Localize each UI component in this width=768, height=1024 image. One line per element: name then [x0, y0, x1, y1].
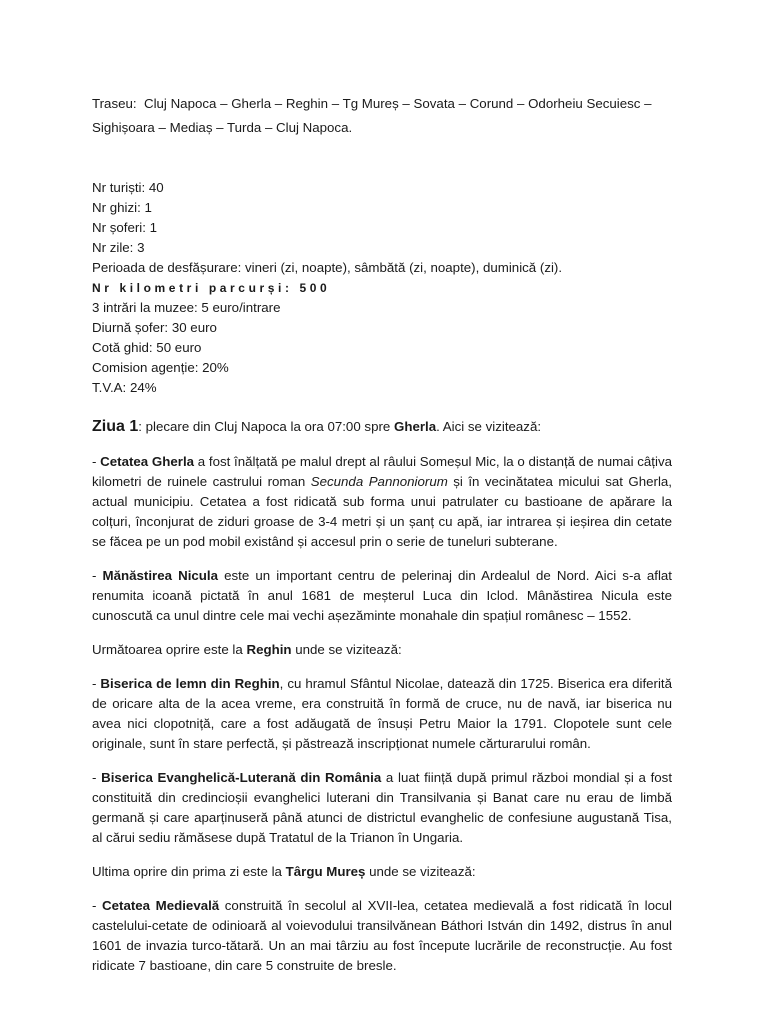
- day1-heading: [92, 416, 672, 438]
- next-stop-text-b: unde se vizitează:: [291, 642, 402, 657]
- route-label: Traseu:: [92, 96, 137, 111]
- info-vat: T.V.A: 24%: [92, 380, 157, 395]
- bullet-dash: -: [92, 770, 102, 785]
- day1-intro-city: Gherla: [393, 419, 437, 434]
- day1-intro-b: . Aici se vizitează:: [436, 419, 542, 434]
- nicula-name: Mănăstirea Nicula: [102, 568, 219, 583]
- medieval-fortress-paragraph: [92, 896, 672, 976]
- wood-church-name: Biserica de lemn din Reghin: [100, 676, 280, 691]
- info-kilometers: Nr kilometri parcurși: 500: [92, 281, 331, 295]
- gherla-fortress-paragraph: [92, 452, 672, 552]
- next-stop-city: Reghin: [246, 642, 292, 657]
- gherla-fortress-text-a: a fost înălțată pe malul drept al râului Someșul Mic, la o distanță de numai câțiva kilometri de ruinele castrului roman: [92, 454, 672, 489]
- document-body: [92, 92, 672, 976]
- lutheran-church-name: Biserica Evanghelică-Luterană din România: [101, 770, 382, 785]
- medieval-fortress-name: Cetatea Medievală: [102, 898, 220, 913]
- medieval-fortress-text: construită în secolul al XVII-lea, cetatea medievală a fost ridicată în locul castelului-cetate de odinioară al voievodului transilvănean Báthori István din 1492, distrus în anul 1601 de invazia turco-tătară. Un an mai târziu au fost începute lucrările de reconstrucție. Au fost ridicate 7 bastioane, din care 5 construite de bresle.: [92, 898, 673, 973]
- bullet-dash: -: [92, 676, 101, 691]
- last-stop-line: [92, 862, 672, 882]
- info-guides: Nr ghizi: 1: [92, 200, 152, 215]
- day1-title: Ziua 1: [92, 418, 139, 435]
- nicula-text: este un important centru de pelerinaj din Ardealul de Nord. Aici s-a aflat renumita icoană pictată în anul 1681 de meșterul Luca din Iclod. Mânăstirea Nicula este cunoscută ca unul dintre cele mai vechi așezăminte monahale din spațiul românesc – 1552.: [92, 568, 673, 623]
- last-stop-city: Târgu Mureș: [285, 864, 366, 879]
- route-paragraph: [92, 92, 672, 140]
- next-stop-line: [92, 640, 672, 660]
- info-driver-allowance: Diurnă șofer: 30 euro: [92, 320, 217, 335]
- bullet-dash: -: [92, 454, 101, 469]
- nicula-paragraph: [92, 566, 672, 626]
- wood-church-text: , cu hramul Sfântul Nicolae, datează din 1725. Biserica era diferită de oricare alta de la acea vreme, era construită în formă de cruce, nu de navă, iar biserica nu avea nici clopotniță, care a fost adăugată de însuși Petru Maior la 1791. Clopotele sunt cele originale, sunt în stare perfectă, și păstrează inscripționat numele cărturarului român.: [92, 676, 673, 751]
- lutheran-church-paragraph: [92, 768, 672, 848]
- lutheran-church-text: a luat ființă după primul război mondial și a fost constituită din credincioșii evanghelici luterani din Transilvania și Banat care nu erau de limbă germană și care aparținuseră până atunci de districtul evanghelic de confesiune augustană Tisa, al cărui sediu rămăsese după Tratatul de la Trianon în Ungaria.: [92, 770, 673, 845]
- info-days: Nr zile: 3: [92, 240, 145, 255]
- last-stop-text-b: unde se vizitează:: [365, 864, 476, 879]
- next-stop-text-a: Următoarea oprire este la: [92, 642, 247, 657]
- info-agency-commission: Comision agenție: 20%: [92, 360, 229, 375]
- last-stop-text-a: Ultima oprire din prima zi este la: [92, 864, 286, 879]
- info-guide-fee: Cotă ghid: 50 euro: [92, 340, 202, 355]
- day1-intro-a: : plecare din Cluj Napoca la ora 07:00 spre: [138, 419, 394, 434]
- trip-info-list: [92, 178, 672, 398]
- route-text: Cluj Napoca – Gherla – Reghin – Tg Mureș – Sovata – Corund – Odorheiu Secuiesc – Sighișoara – Mediaș – Turda – Cluj Napoca.: [92, 96, 652, 135]
- bullet-dash: -: [92, 568, 103, 583]
- gherla-fortress-name: Cetatea Gherla: [100, 454, 195, 469]
- info-drivers: Nr șoferi: 1: [92, 220, 158, 235]
- info-period: Perioada de desfășurare: vineri (zi, noapte), sâmbătă (zi, noapte), duminică (zi).: [92, 260, 563, 275]
- gherla-fortress-text-b: și în vecinătatea micului sat Gherla, actual municipiu. Cetatea a fost ridicată sub forma unui patrulater cu bastioane de apărare la colțuri, înconjurat de ziduri groase de 3-4 metri și un șanț cu apă, iar intrarea și ieșirea din cetate se făcea pe un pod mobil existând și accesul prin o serie de tuneluri subterane.: [92, 474, 673, 549]
- bullet-dash: -: [92, 898, 103, 913]
- wood-church-paragraph: [92, 674, 672, 754]
- gherla-fortress-italic: Secunda Pannoniorum: [310, 474, 448, 489]
- info-tourists: Nr turiști: 40: [92, 180, 164, 195]
- info-museum-entries: 3 intrări la muzee: 5 euro/intrare: [92, 300, 281, 315]
